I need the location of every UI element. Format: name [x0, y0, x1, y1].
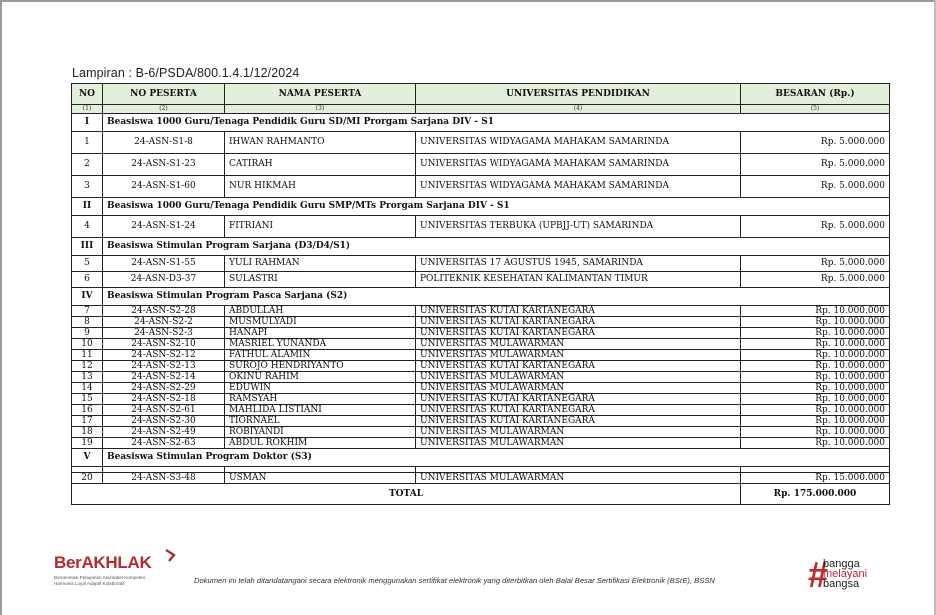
section-number: V	[72, 449, 103, 467]
section-number: IV	[72, 288, 103, 306]
row-amount: Rp. 10.000.000	[741, 306, 890, 317]
bangga-melayani-bangsa-logo	[808, 554, 878, 597]
column-index: (4)	[416, 105, 741, 114]
row-id: 24-ASN-S1-8	[103, 132, 225, 154]
row-name: RAMSYAH	[225, 394, 416, 405]
row-name: EDUWIN	[225, 383, 416, 394]
row-id: 24-ASN-S2-14	[103, 372, 225, 383]
row-no: 2	[72, 154, 103, 176]
page-border-top	[0, 0, 936, 2]
column-header-besaran: BESARAN (Rp.)	[741, 84, 890, 105]
scholarship-table	[71, 83, 890, 505]
row-no: 15	[72, 394, 103, 405]
row-id: 24-ASN-S2-30	[103, 416, 225, 427]
row-univ: POLITEKNIK KESEHATAN KALIMANTAN TIMUR	[416, 272, 741, 288]
row-amount: Rp. 10.000.000	[741, 361, 890, 372]
row-id: 24-ASN-S2-63	[103, 438, 225, 449]
table-row	[72, 427, 890, 438]
hashtag-icon: #	[808, 554, 829, 595]
row-id: 24-ASN-S2-3	[103, 328, 225, 339]
table-row	[72, 154, 890, 176]
column-header-no-peserta: NO PESERTA	[103, 84, 225, 105]
row-univ: UNIVERSITAS KUTAI KARTANEGARA	[416, 405, 741, 416]
row-no: 9	[72, 328, 103, 339]
row-amount: Rp. 5.000.000	[741, 272, 890, 288]
row-no: 8	[72, 317, 103, 328]
row-univ: UNIVERSITAS MULAWARMAN	[416, 473, 741, 484]
row-univ: UNIVERSITAS MULAWARMAN	[416, 383, 741, 394]
row-name: SUROJO HENDRIYANTO	[225, 361, 416, 372]
berakhlak-logo-word: BerAKHLAK	[54, 553, 152, 572]
row-no: 14	[72, 383, 103, 394]
row-no: 19	[72, 438, 103, 449]
row-amount: Rp. 15.000.000	[741, 473, 890, 484]
berakhlak-tagline-1: Berorientasi Pelayanan Akuntabel Kompeten	[54, 575, 146, 580]
row-univ: UNIVERSITAS KUTAI KARTANEGARA	[416, 328, 741, 339]
row-univ: UNIVERSITAS KUTAI KARTANEGARA	[416, 416, 741, 427]
row-amount: Rp. 5.000.000	[741, 216, 890, 238]
row-no: 11	[72, 350, 103, 361]
berakhlak-tagline-2: Harmonis Loyal Adaptif Kolaboratif	[54, 581, 125, 586]
row-id: 24-ASN-S1-55	[103, 256, 225, 272]
row-no: 12	[72, 361, 103, 372]
bangga-line-1: bangga	[823, 558, 860, 570]
row-amount: Rp. 5.000.000	[741, 176, 890, 198]
row-name: IHWAN RAHMANTO	[225, 132, 416, 154]
total-amount: Rp. 175.000.000	[741, 484, 890, 505]
row-univ: UNIVERSITAS MULAWARMAN	[416, 438, 741, 449]
row-amount: Rp. 10.000.000	[741, 416, 890, 427]
table-row	[72, 372, 890, 383]
page-border-left	[0, 0, 2, 615]
lampiran-reference: Lampiran : B-6/PSDA/800.1.4.1/12/2024	[72, 66, 300, 80]
row-name: USMAN	[225, 473, 416, 484]
row-id: 24-ASN-S2-10	[103, 339, 225, 350]
row-name: FITRIANI	[225, 216, 416, 238]
row-id: 24-ASN-S3-48	[103, 473, 225, 484]
row-univ: UNIVERSITAS MULAWARMAN	[416, 372, 741, 383]
row-no: 3	[72, 176, 103, 198]
row-amount: Rp. 10.000.000	[741, 350, 890, 361]
section-row	[72, 198, 890, 216]
row-no: 13	[72, 372, 103, 383]
section-number: III	[72, 238, 103, 256]
table-row	[72, 473, 890, 484]
berakhlak-logo	[54, 548, 174, 598]
row-univ: UNIVERSITAS 17 AGUSTUS 1945, SAMARINDA	[416, 256, 741, 272]
row-amount: Rp. 5.000.000	[741, 132, 890, 154]
row-amount: Rp. 10.000.000	[741, 394, 890, 405]
row-id: 24-ASN-D3-37	[103, 272, 225, 288]
row-id: 24-ASN-S2-61	[103, 405, 225, 416]
row-univ: UNIVERSITAS MULAWARMAN	[416, 339, 741, 350]
section-title: Beasiswa Stimulan Program Pasca Sarjana (S2)	[103, 288, 890, 306]
table-row	[72, 383, 890, 394]
row-name: NUR HIKMAH	[225, 176, 416, 198]
table-row	[72, 339, 890, 350]
table-row	[72, 438, 890, 449]
column-index: (1)	[72, 105, 103, 114]
column-index-row	[72, 105, 890, 114]
row-univ: UNIVERSITAS MULAWARMAN	[416, 350, 741, 361]
table-row	[72, 317, 890, 328]
row-amount: Rp. 10.000.000	[741, 427, 890, 438]
row-id: 24-ASN-S2-29	[103, 383, 225, 394]
table-row	[72, 361, 890, 372]
row-name: MUSMULYADI	[225, 317, 416, 328]
row-id: 24-ASN-S2-13	[103, 361, 225, 372]
row-no: 17	[72, 416, 103, 427]
row-univ: UNIVERSITAS WIDYAGAMA MAHAKAM SAMARINDA	[416, 132, 741, 154]
section-number: I	[72, 114, 103, 132]
row-amount: Rp. 5.000.000	[741, 256, 890, 272]
row-name: MASRIEL YUNANDA	[225, 339, 416, 350]
row-id: 24-ASN-S2-12	[103, 350, 225, 361]
row-no: 1	[72, 132, 103, 154]
row-amount: Rp. 10.000.000	[741, 372, 890, 383]
column-index: (2)	[103, 105, 225, 114]
section-title: Beasiswa 1000 Guru/Tenaga Pendidik Guru SMP/MTs Prorgam Sarjana DIV - S1	[103, 198, 890, 216]
table-row	[72, 416, 890, 427]
table-row	[72, 216, 890, 238]
row-univ: UNIVERSITAS WIDYAGAMA MAHAKAM SAMARINDA	[416, 154, 741, 176]
row-name: TIORNAEL	[225, 416, 416, 427]
table-row	[72, 272, 890, 288]
table-row	[72, 176, 890, 198]
row-amount: Rp. 10.000.000	[741, 405, 890, 416]
column-header-no: NO	[72, 84, 103, 105]
row-name: SULASTRI	[225, 272, 416, 288]
e-signature-note: Dokumen ini telah ditandatangani secara elektronik menggunakan sertifikat elektronik yang diterbitkan oleh Balai Besar Sertifikasi Elektronik (BSrE), BSSN	[194, 576, 715, 585]
column-index: (5)	[741, 105, 890, 114]
column-header-nama-peserta: NAMA PESERTA	[225, 84, 416, 105]
section-title: Beasiswa 1000 Guru/Tenaga Pendidik Guru SD/MI Prorgam Sarjana DIV - S1	[103, 114, 890, 132]
row-name: ABDULLAH	[225, 306, 416, 317]
row-amount: Rp. 10.000.000	[741, 339, 890, 350]
row-id: 24-ASN-S2-18	[103, 394, 225, 405]
row-no: 10	[72, 339, 103, 350]
row-amount: Rp. 10.000.000	[741, 317, 890, 328]
row-amount: Rp. 10.000.000	[741, 438, 890, 449]
section-row	[72, 238, 890, 256]
table-row	[72, 350, 890, 361]
row-name: OKINU RAHIM	[225, 372, 416, 383]
row-name: FATHUL ALAMIN	[225, 350, 416, 361]
row-id: 24-ASN-S2-2	[103, 317, 225, 328]
row-id: 24-ASN-S2-28	[103, 306, 225, 317]
row-univ: UNIVERSITAS MULAWARMAN	[416, 427, 741, 438]
table-header-row	[72, 84, 890, 105]
bangga-line-3: bangsa	[823, 578, 860, 590]
section-row	[72, 449, 890, 467]
section-row	[72, 288, 890, 306]
row-no: 6	[72, 272, 103, 288]
section-row	[72, 114, 890, 132]
table-row	[72, 394, 890, 405]
table-row	[72, 132, 890, 154]
bangga-text	[823, 559, 867, 589]
section-number: II	[72, 198, 103, 216]
row-id: 24-ASN-S2-49	[103, 427, 225, 438]
row-name: YULI RAHMAN	[225, 256, 416, 272]
row-univ: UNIVERSITAS TERBUKA (UPBJJ-UT) SAMARINDA	[416, 216, 741, 238]
table-row	[72, 256, 890, 272]
row-univ: UNIVERSITAS WIDYAGAMA MAHAKAM SAMARINDA	[416, 176, 741, 198]
row-id: 24-ASN-S1-23	[103, 154, 225, 176]
logo-swoosh-icon	[164, 548, 178, 562]
row-name: ROBIYANDI	[225, 427, 416, 438]
row-name: ABDUL ROKHIM	[225, 438, 416, 449]
row-id: 24-ASN-S1-60	[103, 176, 225, 198]
row-name: MAHLIDA LISTIANI	[225, 405, 416, 416]
row-no: 16	[72, 405, 103, 416]
row-id: 24-ASN-S1-24	[103, 216, 225, 238]
row-amount: Rp. 10.000.000	[741, 383, 890, 394]
row-amount: Rp. 5.000.000	[741, 154, 890, 176]
row-univ: UNIVERSITAS KUTAI KARTANEGARA	[416, 306, 741, 317]
column-index: (3)	[225, 105, 416, 114]
row-univ: UNIVERSITAS KUTAI KARTANEGARA	[416, 317, 741, 328]
row-name: HANAPI	[225, 328, 416, 339]
row-no: 4	[72, 216, 103, 238]
section-title: Beasiswa Stimulan Program Doktor (S3)	[103, 449, 890, 467]
column-header-universitas: UNIVERSITAS PENDIDIKAN	[416, 84, 741, 105]
total-row	[72, 484, 890, 505]
row-no: 20	[72, 473, 103, 484]
row-univ: UNIVERSITAS KUTAI KARTANEGARA	[416, 394, 741, 405]
table-row	[72, 328, 890, 339]
table-row	[72, 306, 890, 317]
row-no: 18	[72, 427, 103, 438]
row-name: CATIRAH	[225, 154, 416, 176]
row-no: 7	[72, 306, 103, 317]
row-no: 5	[72, 256, 103, 272]
bangga-line-2: melayani	[823, 568, 868, 580]
row-univ: UNIVERSITAS KUTAI KARTANEGARA	[416, 361, 741, 372]
section-title: Beasiswa Stimulan Program Sarjana (D3/D4/S1)	[103, 238, 890, 256]
table-row	[72, 405, 890, 416]
total-label: TOTAL	[72, 484, 741, 505]
row-amount: Rp. 10.000.000	[741, 328, 890, 339]
